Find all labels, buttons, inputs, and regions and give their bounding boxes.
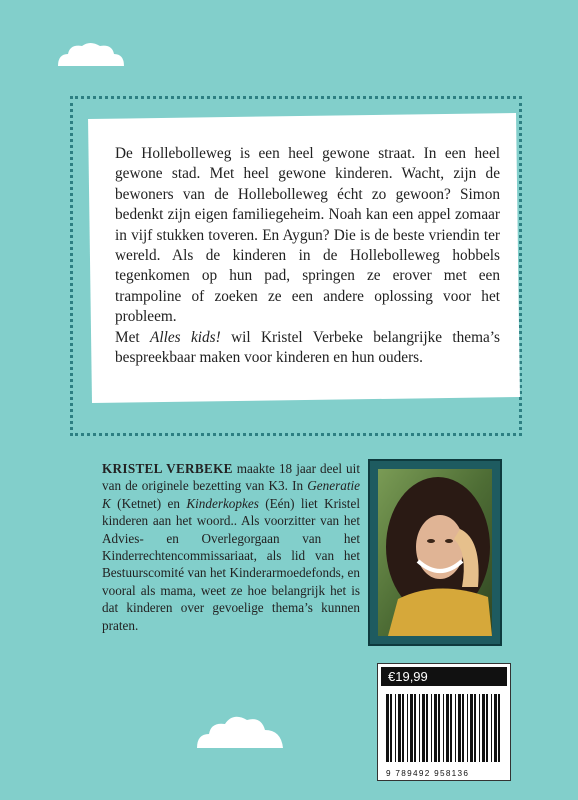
barcode-stripe bbox=[426, 694, 428, 762]
barcode-stripe bbox=[446, 694, 449, 762]
blurb-text-span: Met bbox=[115, 328, 151, 346]
bio-text: (Ketnet) en bbox=[110, 495, 187, 511]
barcode-stripe bbox=[414, 694, 416, 762]
barcode-stripe bbox=[434, 694, 437, 762]
cloud-icon bbox=[195, 712, 285, 748]
blurb-text bbox=[115, 144, 500, 368]
barcode-stripe bbox=[398, 694, 401, 762]
barcode-stripe bbox=[470, 694, 473, 762]
barcode-stripe bbox=[455, 694, 456, 762]
author-portrait-image bbox=[378, 469, 492, 636]
barcode-stripe bbox=[390, 694, 392, 762]
barcode-stripe bbox=[402, 694, 404, 762]
price-label: €19,99 bbox=[381, 667, 507, 686]
barcode-stripe bbox=[438, 694, 440, 762]
cloud-icon bbox=[56, 40, 126, 66]
isbn-number: 9 789492 958136 bbox=[386, 769, 470, 778]
barcode-stripe bbox=[422, 694, 425, 762]
barcode-stripe bbox=[407, 694, 408, 762]
barcode-stripe bbox=[491, 694, 492, 762]
barcode-stripe bbox=[450, 694, 452, 762]
barcode-stripe bbox=[479, 694, 480, 762]
barcode-stripe bbox=[486, 694, 488, 762]
barcode-stripe bbox=[386, 694, 389, 762]
show-title: Generatie K bbox=[102, 478, 360, 511]
barcode-stripe bbox=[462, 694, 464, 762]
barcode-stripe bbox=[395, 694, 396, 762]
barcode-stripe bbox=[494, 694, 497, 762]
barcode-bars bbox=[386, 694, 502, 762]
author-name: KRISTEL VERBEKE bbox=[102, 461, 233, 476]
bio-text: (Eén) liet Kristel kinderen aan het woord.. Als voorzitter van het Advies- en Overlegorgaan van het Kinderrechtencommissariaat, als lid van het Bestuurscomité van het Kinderarmoedefonds, en vooral als mama, weet ze hoe belangrijk het is dat kinderen over gevoelige thema’s kunnen praten. bbox=[102, 495, 360, 633]
author-photo bbox=[378, 469, 492, 636]
barcode-stripe bbox=[498, 694, 500, 762]
barcode-stripe bbox=[443, 694, 444, 762]
author-bio bbox=[102, 460, 360, 634]
barcode-box bbox=[377, 663, 511, 781]
blurb-text-span: wil Kristel Verbeke belangrijke thema’s bespreekbaar maken voor kinderen en hun ouders. bbox=[115, 328, 500, 367]
barcode-stripe bbox=[431, 694, 432, 762]
barcode-stripe bbox=[482, 694, 485, 762]
barcode-stripe bbox=[458, 694, 461, 762]
barcode-stripe bbox=[474, 694, 476, 762]
bio-text: maakte 18 jaar deel uit van de originele bezetting van K3. In bbox=[102, 461, 360, 494]
barcode-stripe bbox=[419, 694, 420, 762]
author-photo-frame bbox=[368, 459, 502, 646]
blurb-paragraph-2 bbox=[115, 328, 500, 369]
barcode-stripe bbox=[467, 694, 468, 762]
series-title: Alles kids! bbox=[150, 328, 221, 346]
show-title: Kinderkopkes bbox=[186, 495, 259, 511]
blurb-paragraph: De Hollebolleweg is een heel gewone straat. In een heel gewone stad. Met heel gewone kinderen. Wacht, zijn de bewoners van de Hollebolleweg écht zo gewoon? Simon bedenkt zijn eigen familiegeheim. Noah kan een appel zomaar in vijf stukken toveren. En Aygun? Die is de beste vriendin ter wereld. Als de kinderen in de Hollebolleweg hobbels tegenkomen op hun pad, springen ze erover met een trampoline of zoeken ze een andere oplossing voor het probleem. bbox=[115, 145, 500, 326]
barcode-stripe bbox=[410, 694, 413, 762]
